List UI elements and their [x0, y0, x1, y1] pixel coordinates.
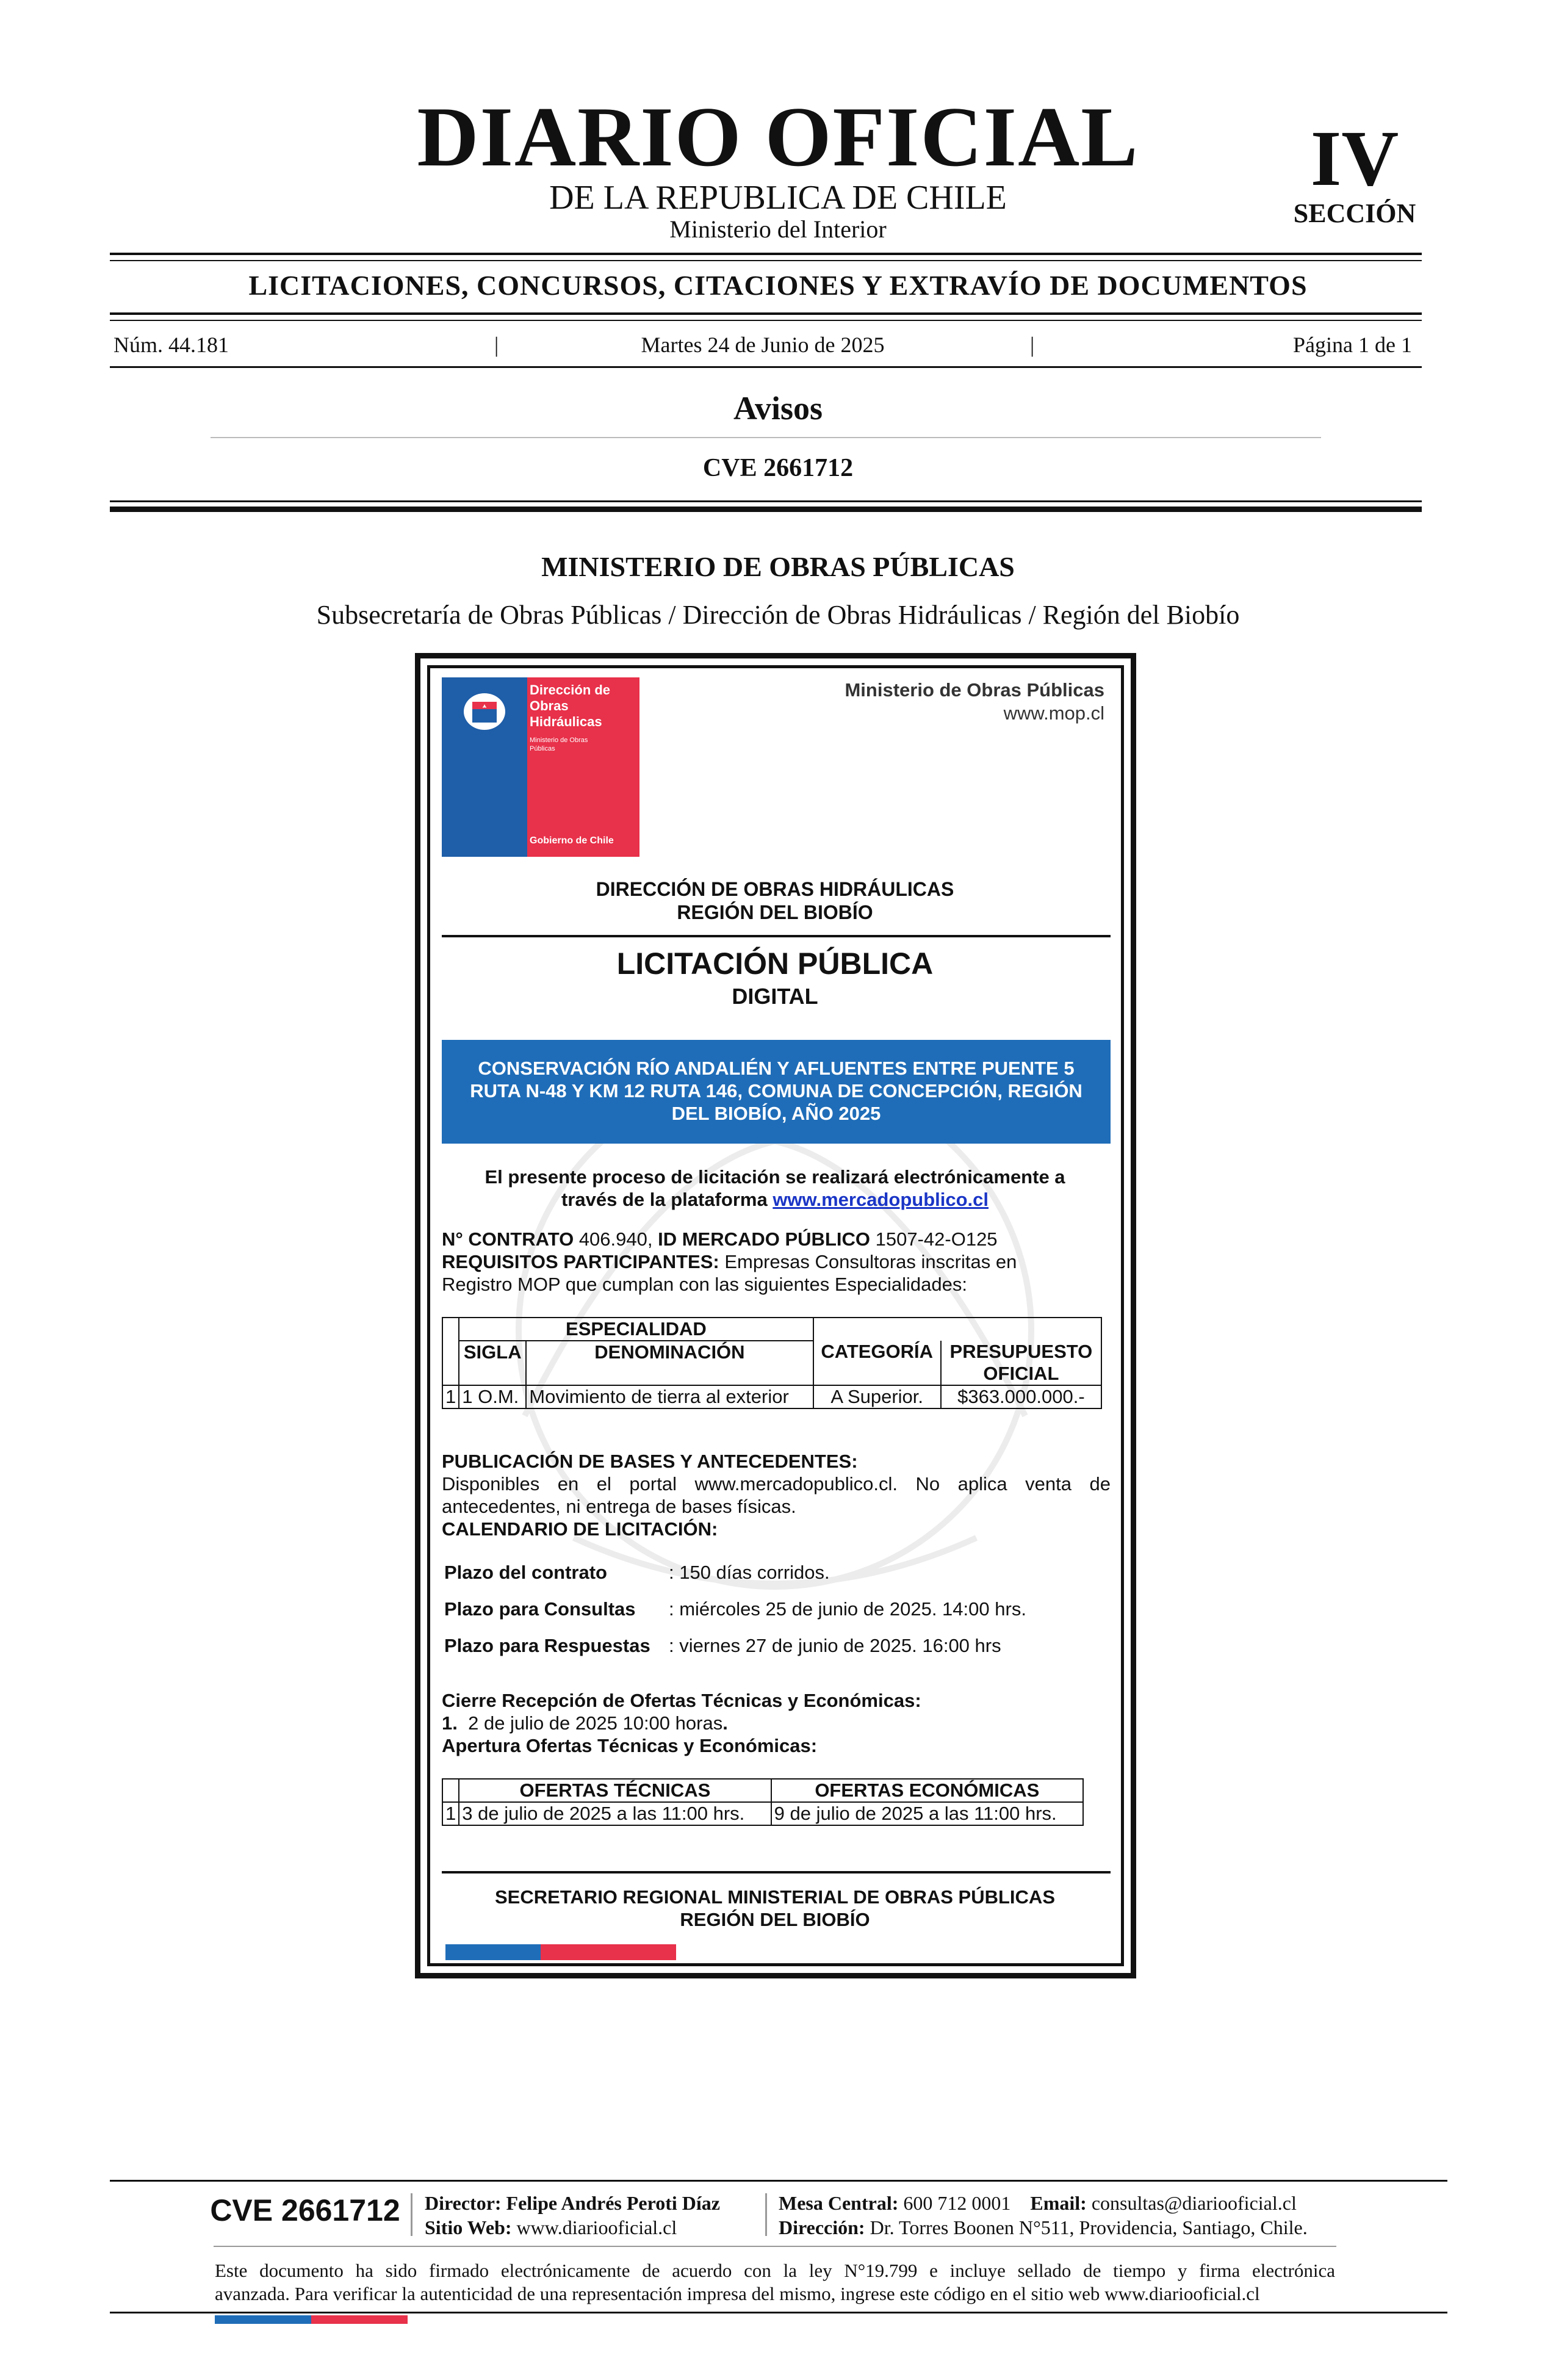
divider: [765, 2193, 767, 2236]
apertura-label: Apertura Ofertas Técnicas y Económicas:: [442, 1735, 818, 1756]
col-presupuesto-line-1: PRESUPUESTO: [949, 1341, 1093, 1362]
flag-stripe-red: [541, 1944, 676, 1960]
section-title: LICITACIONES, CONCURSOS, CITACIONES Y EXTRAVÍO DE DOCUMENTOS: [248, 270, 1308, 301]
publicacion-label: PUBLICACIÓN DE BASES Y ANTECEDENTES:: [442, 1451, 858, 1472]
calendar-value: : viernes 27 de junio de 2025. 16:00 hrs: [669, 1635, 1001, 1656]
cierre-block: [442, 1689, 1111, 1757]
mop-name: Ministerio de Obras Públicas: [845, 679, 1104, 701]
doh-line-2: REGIÓN DEL BIOBÍO: [677, 901, 873, 923]
flag-stripe-red: [311, 2315, 408, 2324]
logo-text-2: Obras: [530, 698, 569, 713]
publisher-sub: Subsecretaría de Obras Públicas / Dirección de Obras Hidráulicas / Región del Biobío: [316, 600, 1240, 630]
rule: [442, 1871, 1111, 1873]
logo-gov: Gobierno de Chile: [530, 835, 614, 846]
row-denominacion: Movimiento de tierra al exterior: [526, 1385, 813, 1408]
col-presupuesto: [941, 1341, 1101, 1385]
table-cell: [442, 1318, 459, 1341]
footer-director-block: [425, 2191, 720, 2240]
rule: [110, 2180, 1447, 2182]
mop-website: www.mop.cl: [1003, 702, 1104, 724]
divider: [411, 2193, 412, 2236]
id-label: ID MERCADO PÚBLICO: [658, 1228, 870, 1250]
calendario-label: CALENDARIO DE LICITACIÓN:: [442, 1518, 718, 1540]
logo-small-1: Ministerio de Obras: [530, 737, 588, 744]
project-line-3: DEL BIOBÍO, AÑO 2025: [671, 1103, 881, 1124]
rule: [211, 437, 1321, 438]
email-label: Email:: [1030, 2192, 1087, 2214]
footer-contact-block: [779, 2191, 1308, 2240]
issue-number: Núm. 44.181: [113, 333, 229, 357]
requisitos-label: REQUISITOS PARTICIPANTES:: [442, 1251, 719, 1272]
category-title: Avisos: [733, 390, 823, 427]
section-number: IV: [1310, 115, 1399, 203]
specialty-table: [442, 1317, 1102, 1409]
row-tecnicas: 3 de julio de 2025 a las 11:00 hrs.: [459, 1802, 771, 1825]
publicacion-text-2: antecedentes, ni entrega de bases físicas.: [442, 1496, 796, 1517]
logo-text-1: Dirección de: [530, 682, 611, 698]
web-label: Sitio Web:: [425, 2216, 512, 2238]
mesa-label: Mesa Central:: [779, 2192, 899, 2214]
rule: [110, 366, 1422, 368]
rule: [110, 500, 1422, 502]
doh-heading: [439, 878, 1111, 924]
web-value[interactable]: www.diariooficial.cl: [516, 2216, 677, 2238]
contract-label: N° CONTRATO: [442, 1228, 574, 1250]
logo-text-3: Hidráulicas: [530, 714, 602, 729]
table-row: [442, 1802, 1083, 1825]
legal-notice: [215, 2259, 1335, 2306]
page-number: Página 1 de 1: [1293, 333, 1412, 357]
rule: [110, 260, 1422, 261]
row-number: 1: [442, 1802, 459, 1825]
row-sigla: 1 O.M.: [459, 1385, 526, 1408]
rule: [442, 935, 1111, 937]
separator: |: [1030, 333, 1035, 357]
col-denominacion: DENOMINACIÓN: [526, 1341, 813, 1385]
separator: |: [494, 333, 499, 357]
calendar-value: : 150 días corridos.: [669, 1562, 830, 1583]
signatory-line-1: SECRETARIO REGIONAL MINISTERIAL DE OBRAS PÚBLICAS: [494, 1886, 1055, 1908]
calendar-block: [444, 1561, 1113, 1671]
cierre-label: Cierre Recepción de Ofertas Técnicas y Económicas:: [442, 1690, 921, 1711]
newspaper-subtitle: DE LA REPUBLICA DE CHILE: [549, 179, 1007, 217]
col-presupuesto-line-2: OFICIAL: [983, 1363, 1059, 1384]
id-value: 1507-42-O125: [875, 1228, 998, 1250]
electronic-line-1: El presente proceso de licitación se realizará electrónicamente a: [484, 1166, 1065, 1188]
ministry-line: Ministerio del Interior: [669, 215, 887, 243]
rule: [110, 253, 1422, 255]
publisher-org: MINISTERIO DE OBRAS PÚBLICAS: [541, 551, 1015, 582]
table-cell: [442, 1779, 459, 1802]
coat-of-arms-icon: [454, 682, 515, 738]
project-name-box: [442, 1040, 1111, 1144]
footer-cve: CVE 2661712: [210, 2193, 400, 2227]
publicacion-block: [442, 1450, 1111, 1540]
calendar-value: : miércoles 25 de junio de 2025. 14:00 hrs.: [669, 1598, 1026, 1620]
cierre-dot: .: [722, 1712, 728, 1734]
flag-stripe-blue: [215, 2315, 311, 2324]
logo-small-2: Públicas: [530, 745, 555, 752]
col-ofertas-tecnicas: OFERTAS TÉCNICAS: [459, 1779, 771, 1802]
col-categoria: CATEGORÍA: [813, 1341, 941, 1385]
tender-title: LICITACIÓN PÚBLICA: [616, 947, 934, 981]
row-number: 1: [442, 1385, 459, 1408]
calendar-row: [444, 1561, 1113, 1598]
newspaper-title: DIARIO OFICIAL: [417, 90, 1139, 184]
legal-line-2: avanzada. Para verificar la autenticidad de una representación impresa del mismo, ingrese este código en el sitio web www.diariooficial.cl: [215, 2283, 1260, 2304]
cierre-value: 2 de julio de 2025 10:00 horas: [468, 1712, 723, 1734]
project-line-2: RUTA N-48 Y KM 12 RUTA 146, COMUNA DE CONCEPCIÓN, REGIÓN: [470, 1080, 1082, 1102]
mesa-value: 600 712 0001: [903, 2192, 1011, 2214]
signatory-line-2: REGIÓN DEL BIOBÍO: [680, 1909, 870, 1930]
electronic-line-2: través de la plataforma: [561, 1189, 768, 1210]
director-label: Director:: [425, 2192, 502, 2214]
rule: [110, 320, 1422, 321]
requisitos-text-1: Empresas Consultoras inscritas en: [724, 1251, 1017, 1272]
rule: [110, 312, 1422, 315]
rule: [214, 2246, 1336, 2247]
calendar-label: Plazo para Consultas: [444, 1598, 636, 1620]
legal-line-1: Este documento ha sido firmado electrónicamente de acuerdo con la ley N°19.799 e incluye sellado de tiempo y firma electrónica: [215, 2260, 1335, 2281]
row-categoria: A Superior.: [813, 1385, 941, 1408]
rule: [110, 507, 1422, 512]
calendar-row: [444, 1634, 1113, 1671]
issue-date: Martes 24 de Junio de 2025: [641, 333, 885, 357]
project-line-1: CONSERVACIÓN RÍO ANDALIÉN Y AFLUENTES ENTRE PUENTE 5: [478, 1058, 1075, 1079]
calendar-label: Plazo del contrato: [444, 1562, 607, 1583]
table-cell: [442, 1341, 459, 1385]
calendar-label: Plazo para Respuestas: [444, 1635, 650, 1656]
direccion-label: Dirección:: [779, 2216, 865, 2238]
signatory: [439, 1886, 1111, 1931]
doh-line-1: DIRECCIÓN DE OBRAS HIDRÁULICAS: [596, 878, 954, 900]
table-row: [442, 1385, 1101, 1408]
director-value: Felipe Andrés Peroti Díaz: [506, 2192, 720, 2214]
calendar-row: [444, 1598, 1113, 1634]
col-sigla: SIGLA: [459, 1341, 526, 1385]
tender-subtitle: DIGITAL: [732, 984, 818, 1009]
row-presupuesto: $363.000.000.-: [941, 1385, 1101, 1408]
cve-code: CVE 2661712: [702, 454, 854, 482]
flag-stripe-blue: [445, 1944, 541, 1960]
cierre-number: 1.: [442, 1712, 458, 1734]
table-cell: [813, 1318, 1101, 1341]
publicacion-text-1: Disponibles en el portal www.mercadopublico.cl. No aplica venta de: [442, 1473, 1111, 1495]
direccion-value: Dr. Torres Boonen N°511, Providencia, Santiago, Chile.: [870, 2216, 1308, 2238]
offers-table: [442, 1778, 1084, 1826]
rule: [110, 2312, 1447, 2313]
col-ofertas-economicas: OFERTAS ECONÓMICAS: [771, 1779, 1083, 1802]
section-label: SECCIÓN: [1293, 198, 1416, 228]
electronic-process-note: [439, 1166, 1111, 1211]
email-value[interactable]: consultas@diariooficial.cl: [1091, 2192, 1297, 2214]
contract-info: [442, 1228, 1113, 1296]
contract-value: 406.940,: [578, 1228, 653, 1250]
row-economicas: 9 de julio de 2025 a las 11:00 hrs.: [771, 1802, 1083, 1825]
mercadopublico-link[interactable]: www.mercadopublico.cl: [773, 1189, 989, 1210]
requisitos-text-2: Registro MOP que cumplan con las siguientes Especialidades:: [442, 1274, 968, 1295]
specialty-group-header: ESPECIALIDAD: [459, 1318, 813, 1341]
